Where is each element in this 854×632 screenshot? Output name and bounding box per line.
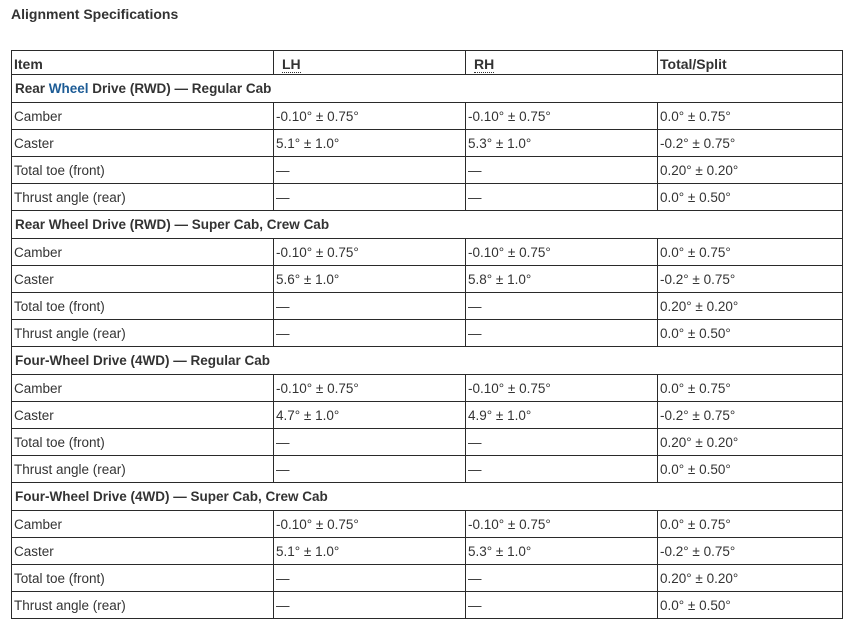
cell-total-split: 0.0° ± 0.75° bbox=[658, 103, 843, 130]
cell-lh: -0.10° ± 0.75° bbox=[274, 103, 466, 130]
group-label-text: Four-Wheel Drive (4WD) — Super Cab, Crew Cab bbox=[15, 489, 328, 504]
cell-item: Thrust angle (rear) bbox=[12, 184, 274, 211]
cell-rh: -0.10° ± 0.75° bbox=[466, 103, 658, 130]
cell-item: Caster bbox=[12, 538, 274, 565]
group-row bbox=[12, 75, 843, 103]
cell-total-split: -0.2° ± 0.75° bbox=[658, 402, 843, 429]
header-lh bbox=[274, 51, 466, 75]
cell-lh: 5.6° ± 1.0° bbox=[274, 266, 466, 293]
cell-total-split: 0.20° ± 0.20° bbox=[658, 429, 843, 456]
cell-total-split: 0.0° ± 0.50° bbox=[658, 184, 843, 211]
cell-rh: — bbox=[466, 184, 658, 211]
cell-total-split: 0.20° ± 0.20° bbox=[658, 565, 843, 592]
cell-lh: — bbox=[274, 429, 466, 456]
group-label bbox=[12, 211, 843, 239]
cell-item: Thrust angle (rear) bbox=[12, 592, 274, 619]
cell-total-split: -0.2° ± 0.75° bbox=[658, 538, 843, 565]
cell-lh: — bbox=[274, 565, 466, 592]
cell-rh: — bbox=[466, 592, 658, 619]
cell-item: Caster bbox=[12, 266, 274, 293]
cell-item: Total toe (front) bbox=[12, 429, 274, 456]
table-row bbox=[12, 375, 843, 402]
table-row bbox=[12, 239, 843, 266]
cell-lh: 5.1° ± 1.0° bbox=[274, 130, 466, 157]
cell-lh: 4.7° ± 1.0° bbox=[274, 402, 466, 429]
rh-abbreviation[interactable]: RH bbox=[474, 55, 495, 72]
cell-rh: -0.10° ± 0.75° bbox=[466, 511, 658, 538]
cell-rh: 5.3° ± 1.0° bbox=[466, 130, 658, 157]
cell-rh: 5.8° ± 1.0° bbox=[466, 266, 658, 293]
cell-item: Caster bbox=[12, 130, 274, 157]
table-row bbox=[12, 592, 843, 619]
group-row bbox=[12, 347, 843, 375]
cell-lh: — bbox=[274, 320, 466, 347]
cell-total-split: 0.0° ± 0.50° bbox=[658, 592, 843, 619]
table-row bbox=[12, 565, 843, 592]
cell-total-split: 0.20° ± 0.20° bbox=[658, 293, 843, 320]
page-title: Alignment Specifications bbox=[11, 6, 179, 22]
table-row bbox=[12, 429, 843, 456]
cell-lh: — bbox=[274, 157, 466, 184]
header-rh bbox=[466, 51, 658, 75]
wheel-link[interactable]: Wheel bbox=[48, 81, 89, 96]
cell-rh: 5.3° ± 1.0° bbox=[466, 538, 658, 565]
cell-item: Total toe (front) bbox=[12, 293, 274, 320]
table-row bbox=[12, 320, 843, 347]
table-row bbox=[12, 402, 843, 429]
group-label-text: Rear Wheel Drive (RWD) — Super Cab, Crew Cab bbox=[15, 217, 330, 232]
table-row bbox=[12, 538, 843, 565]
group-label bbox=[12, 483, 843, 511]
header-item: Item bbox=[12, 51, 274, 75]
cell-lh: — bbox=[274, 456, 466, 483]
table-row bbox=[12, 456, 843, 483]
table-row bbox=[12, 130, 843, 157]
table-row bbox=[12, 103, 843, 130]
group-row bbox=[12, 483, 843, 511]
group-label-text: Four-Wheel Drive (4WD) — Regular Cab bbox=[15, 353, 271, 368]
cell-total-split: 0.0° ± 0.75° bbox=[658, 239, 843, 266]
cell-rh: — bbox=[466, 320, 658, 347]
cell-rh: — bbox=[466, 293, 658, 320]
header-total-split: Total/Split bbox=[658, 51, 843, 75]
cell-item: Total toe (front) bbox=[12, 565, 274, 592]
cell-lh: — bbox=[274, 184, 466, 211]
table-row bbox=[12, 157, 843, 184]
table-header-row bbox=[12, 51, 843, 75]
cell-rh: 4.9° ± 1.0° bbox=[466, 402, 658, 429]
cell-lh: 5.1° ± 1.0° bbox=[274, 538, 466, 565]
alignment-spec-table bbox=[11, 50, 843, 619]
cell-item: Thrust angle (rear) bbox=[12, 456, 274, 483]
table-row bbox=[12, 511, 843, 538]
cell-item: Camber bbox=[12, 103, 274, 130]
group-label bbox=[12, 75, 843, 103]
cell-rh: -0.10° ± 0.75° bbox=[466, 239, 658, 266]
cell-item: Caster bbox=[12, 402, 274, 429]
cell-item: Total toe (front) bbox=[12, 157, 274, 184]
lh-abbreviation[interactable]: LH bbox=[282, 55, 301, 72]
cell-total-split: 0.0° ± 0.75° bbox=[658, 375, 843, 402]
cell-lh: -0.10° ± 0.75° bbox=[274, 375, 466, 402]
cell-item: Camber bbox=[12, 239, 274, 266]
cell-lh: — bbox=[274, 592, 466, 619]
cell-total-split: 0.0° ± 0.50° bbox=[658, 320, 843, 347]
group-label-text: Rear bbox=[15, 81, 49, 96]
cell-item: Camber bbox=[12, 511, 274, 538]
cell-rh: — bbox=[466, 565, 658, 592]
cell-rh: — bbox=[466, 429, 658, 456]
cell-total-split: -0.2° ± 0.75° bbox=[658, 266, 843, 293]
cell-lh: -0.10° ± 0.75° bbox=[274, 239, 466, 266]
cell-rh: -0.10° ± 0.75° bbox=[466, 375, 658, 402]
table-row bbox=[12, 293, 843, 320]
cell-total-split: -0.2° ± 0.75° bbox=[658, 130, 843, 157]
cell-lh: -0.10° ± 0.75° bbox=[274, 511, 466, 538]
cell-rh: — bbox=[466, 157, 658, 184]
cell-item: Camber bbox=[12, 375, 274, 402]
cell-total-split: 0.0° ± 0.50° bbox=[658, 456, 843, 483]
table-row bbox=[12, 184, 843, 211]
cell-item: Thrust angle (rear) bbox=[12, 320, 274, 347]
group-label-text: Drive (RWD) — Regular Cab bbox=[88, 81, 272, 96]
table-row bbox=[12, 266, 843, 293]
cell-total-split: 0.20° ± 0.20° bbox=[658, 157, 843, 184]
cell-lh: — bbox=[274, 293, 466, 320]
cell-total-split: 0.0° ± 0.75° bbox=[658, 511, 843, 538]
cell-rh: — bbox=[466, 456, 658, 483]
group-row bbox=[12, 211, 843, 239]
group-label bbox=[12, 347, 843, 375]
